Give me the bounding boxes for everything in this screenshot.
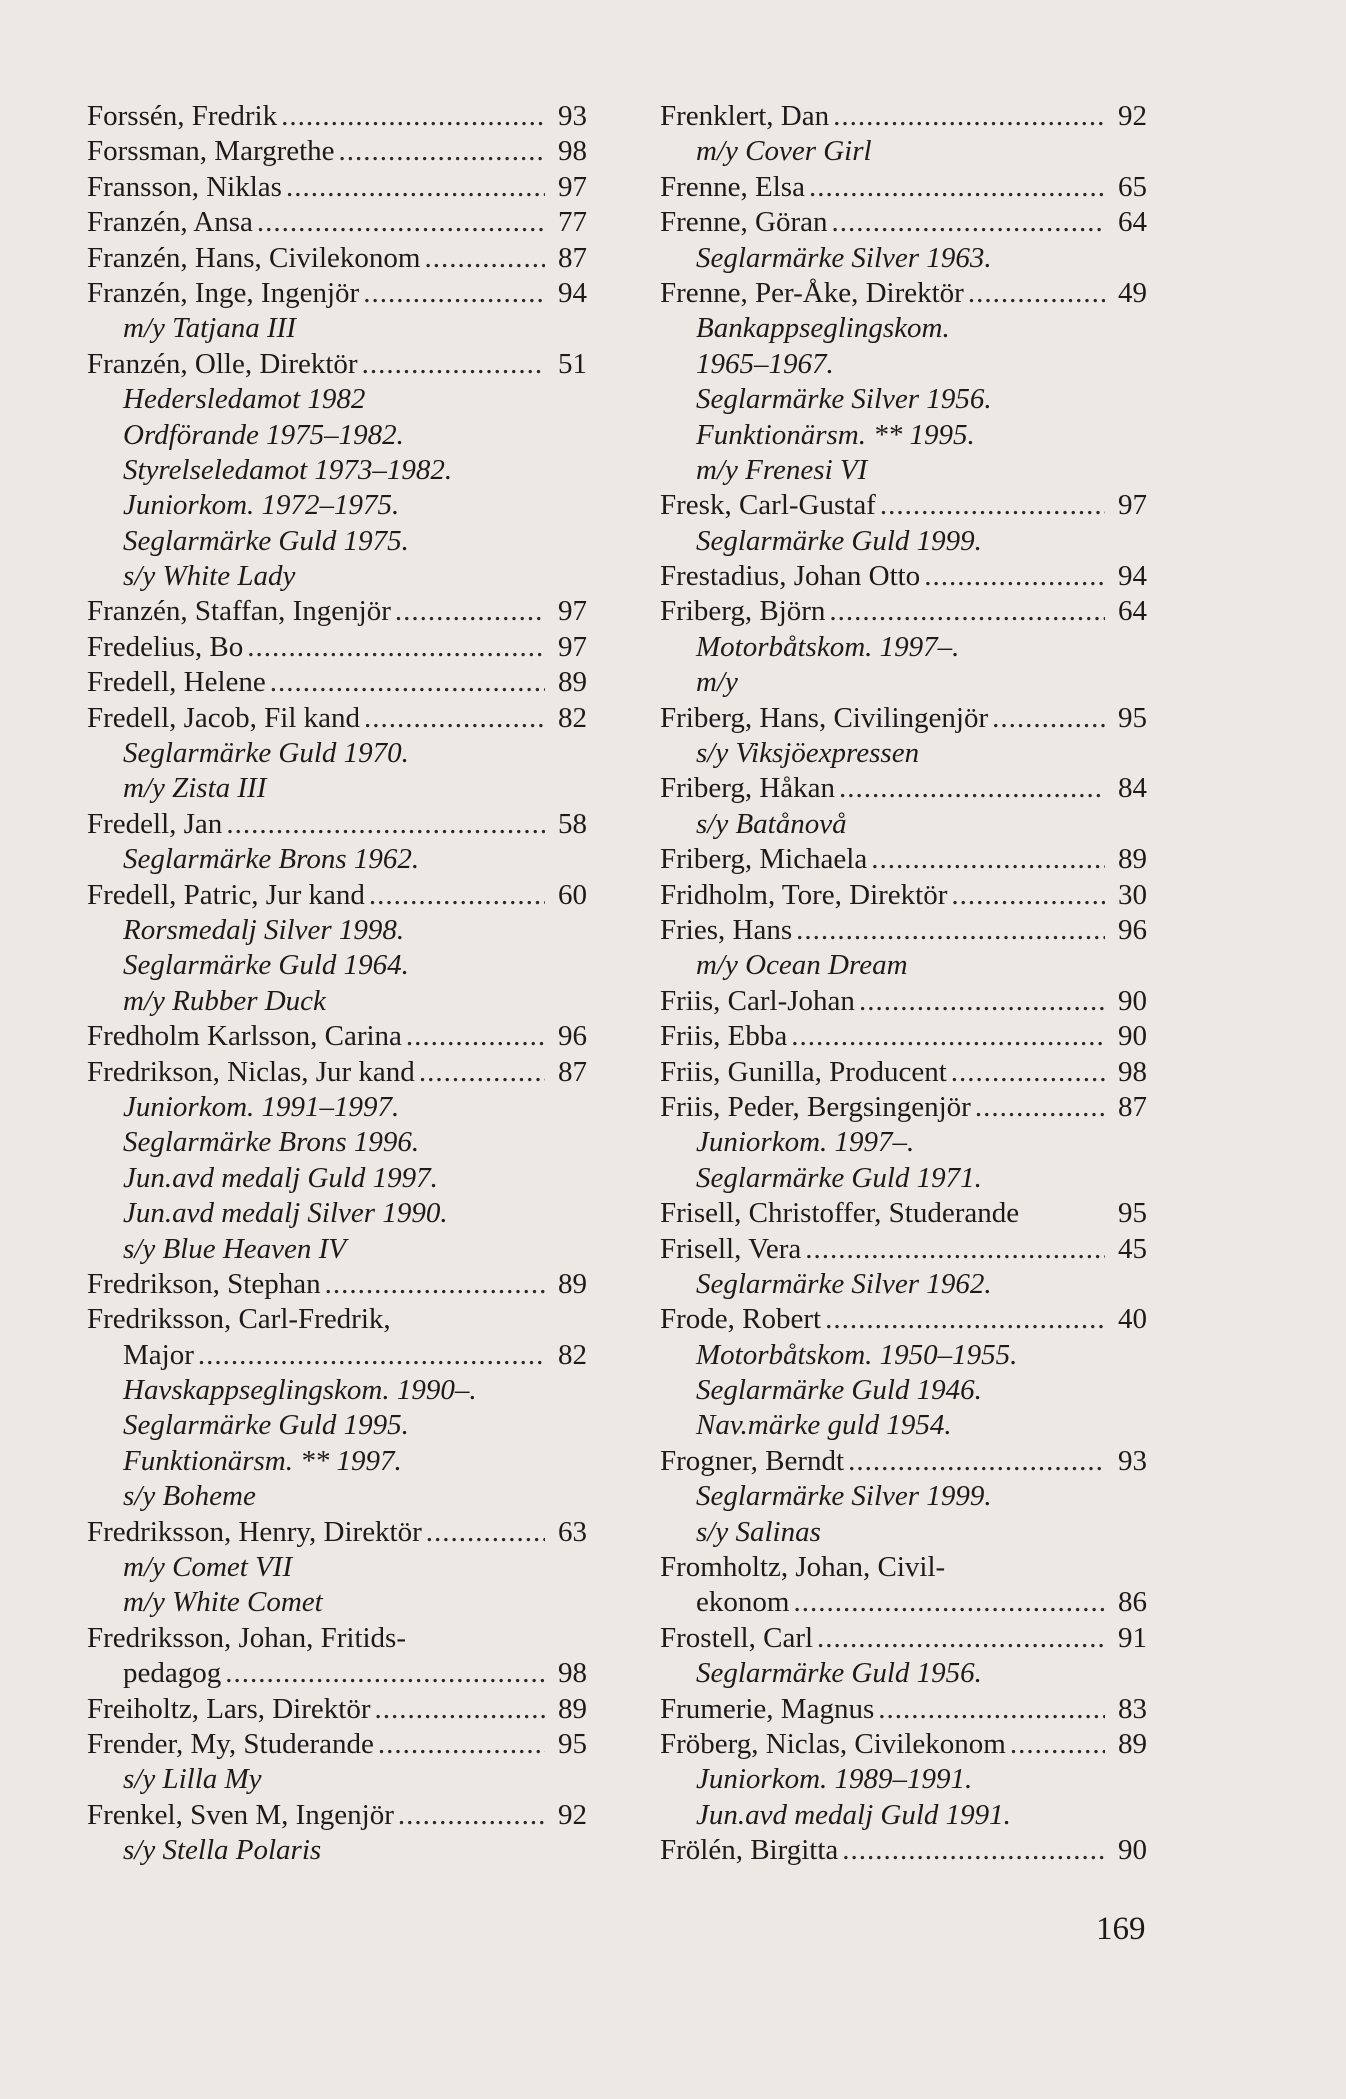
entry-page-number: 89	[558, 666, 587, 699]
index-subentry: m/y Rubber Duck	[123, 984, 326, 1017]
entry-name: Friberg, Michaela	[660, 843, 868, 876]
dot-leader	[281, 99, 545, 134]
index-entry	[87, 1798, 587, 1833]
entry-name: Major	[123, 1338, 194, 1371]
index-subentry: Seglarmärke Guld 1995.	[123, 1409, 409, 1442]
dot-leader	[796, 913, 1105, 948]
entry-name: ekonom	[696, 1586, 790, 1619]
index-subentry: Seglarmärke Guld 1946.	[696, 1374, 982, 1407]
entry-name: Frenne, Elsa	[660, 170, 805, 203]
index-entry	[660, 1727, 1147, 1762]
index-entry	[87, 1621, 587, 1656]
index-entry	[87, 134, 587, 169]
index-entry	[87, 1515, 587, 1550]
index-entry	[660, 99, 1147, 134]
entry-name: Friberg, Håkan	[660, 772, 836, 805]
dot-leader	[378, 1727, 545, 1762]
index-subentry: s/y Batånovå	[696, 807, 847, 840]
entry-name: pedagog	[123, 1657, 222, 1690]
entry-name: Fredell, Jacob, Fil kand	[87, 701, 361, 734]
entry-page-number: 98	[558, 1657, 587, 1690]
entry-name: Forssman, Margrethe	[87, 135, 335, 168]
entry-name: Friberg, Björn	[660, 595, 826, 628]
index-entry	[660, 1692, 1147, 1727]
index-entry	[660, 1090, 1147, 1125]
entry-name: Fredriksson, Henry, Direktör	[87, 1515, 422, 1548]
right-column	[660, 99, 1147, 1869]
index-entry	[660, 913, 1147, 948]
index-entry	[87, 878, 587, 913]
entry-name: Fromholtz, Johan, Civil-	[660, 1551, 946, 1584]
index-entry	[660, 276, 1147, 311]
index-entry	[660, 701, 1147, 736]
index-entry	[660, 1550, 1147, 1585]
index-subentry: m/y Frenesi VI	[696, 453, 868, 486]
index-entry	[87, 630, 587, 665]
index-entry	[87, 1692, 587, 1727]
index-entry	[660, 205, 1147, 240]
entry-name: Fresk, Carl-Gustaf	[660, 489, 876, 522]
entry-name: Frode, Robert	[660, 1303, 822, 1336]
entry-name: Franzén, Hans, Civilekonom	[87, 241, 421, 274]
entry-name: Friberg, Hans, Civilingenjör	[660, 701, 989, 734]
dot-leader	[848, 1444, 1105, 1479]
entry-name: Fredelius, Bo	[87, 630, 244, 663]
entry-name: Franzén, Olle, Direktör	[87, 347, 358, 380]
index-entry	[87, 1055, 587, 1090]
index-subentry: m/y Cover Girl	[696, 135, 872, 168]
entry-page-number: 94	[558, 276, 587, 309]
entry-page-number: 89	[1118, 1727, 1147, 1760]
index-subentry: Seglarmärke Brons 1996.	[123, 1126, 420, 1159]
entry-page-number: 77	[558, 206, 587, 239]
entry-page-number: 83	[1118, 1692, 1147, 1725]
dot-leader	[198, 1338, 545, 1373]
entry-page-number: 82	[558, 701, 587, 734]
index-entry	[660, 1621, 1147, 1656]
entry-page-number: 90	[1118, 1020, 1147, 1053]
index-subentry: Jun.avd medalj Silver 1990.	[123, 1197, 448, 1230]
entry-name: Friis, Carl-Johan	[660, 984, 855, 1017]
dot-leader	[829, 594, 1105, 629]
entry-name: Fredrikson, Stephan	[87, 1267, 321, 1300]
dot-leader	[805, 1232, 1105, 1267]
index-subentry: Seglarmärke Guld 1964.	[123, 949, 409, 982]
dot-leader	[374, 1692, 545, 1727]
dot-leader	[362, 347, 545, 382]
index-subentry: s/y Lilla My	[123, 1763, 262, 1796]
entry-name: Frogner, Berndt	[660, 1444, 845, 1477]
index-entry	[87, 701, 587, 736]
entry-name: Fredrikson, Niclas, Jur kand	[87, 1055, 415, 1088]
entry-page-number: 49	[1118, 276, 1147, 309]
dot-leader	[424, 241, 545, 276]
entry-page-number: 87	[558, 241, 587, 274]
entry-page-number: 89	[1118, 843, 1147, 876]
index-subentry: Seglarmärke Guld 1956.	[696, 1657, 982, 1690]
entry-page-number: 30	[1118, 878, 1147, 911]
entry-name: Friis, Peder, Bergsingenjör	[660, 1090, 971, 1123]
entry-page-number: 87	[1118, 1090, 1147, 1123]
entry-page-number: 95	[1118, 1197, 1147, 1230]
index-entry	[660, 984, 1147, 1019]
index-subentry: Jun.avd medalj Guld 1991.	[696, 1798, 1011, 1831]
dot-leader	[880, 488, 1105, 523]
dot-leader	[363, 276, 545, 311]
entry-page-number: 82	[558, 1338, 587, 1371]
dot-leader	[833, 99, 1105, 134]
dot-leader	[406, 1019, 545, 1054]
index-subentry: s/y White Lady	[123, 560, 296, 593]
entry-name: Fries, Hans	[660, 913, 793, 946]
dot-leader	[226, 807, 545, 842]
index-entry	[660, 594, 1147, 629]
entry-name: Fredell, Patric, Jur kand	[87, 878, 365, 911]
index-entry	[660, 1019, 1147, 1054]
entry-page-number: 92	[558, 1798, 587, 1831]
index-subentry: Jun.avd medalj Guld 1997.	[123, 1161, 438, 1194]
entry-name: Friis, Ebba	[660, 1020, 788, 1053]
dot-leader	[878, 1692, 1105, 1727]
index-subentry: m/y Tatjana III	[123, 312, 296, 345]
dot-leader	[793, 1585, 1105, 1620]
index-entry	[87, 1267, 587, 1302]
entry-name: Freiholtz, Lars, Direktör	[87, 1692, 371, 1725]
index-entry	[660, 1232, 1147, 1267]
index-entry	[87, 347, 587, 382]
index-entry	[660, 1833, 1147, 1868]
dot-leader	[364, 701, 545, 736]
index-subentry: Seglarmärke Guld 1971.	[696, 1161, 982, 1194]
index-entry	[660, 1302, 1147, 1337]
entry-page-number: 64	[1118, 595, 1147, 628]
dot-leader	[398, 1798, 545, 1833]
index-subentry: Seglarmärke Silver 1963.	[696, 241, 992, 274]
index-subentry: Havskappseglingskom. 1990–.	[123, 1374, 477, 1407]
index-subentry: Juniorkom. 1972–1975.	[123, 489, 400, 522]
dot-leader	[286, 170, 545, 205]
entry-name: Frisell, Vera	[660, 1232, 802, 1265]
dot-leader	[395, 594, 545, 629]
index-entry	[87, 1302, 587, 1337]
entry-page-number: 93	[558, 100, 587, 132]
entry-name: Frenne, Per-Åke, Direktör	[660, 276, 964, 309]
dot-leader	[419, 1055, 545, 1090]
entry-name: Fredell, Jan	[87, 807, 223, 840]
index-subentry: Seglarmärke Guld 1975.	[123, 524, 409, 557]
dot-leader	[225, 1656, 545, 1691]
dot-leader	[426, 1515, 545, 1550]
dot-leader	[951, 1055, 1105, 1090]
entry-name: Frölén, Birgitta	[660, 1834, 839, 1867]
index-entry	[87, 205, 587, 240]
index-entry-continuation	[87, 1656, 587, 1691]
entry-name: Fredholm Karlsson, Carina	[87, 1020, 402, 1053]
entry-name: Frisell, Christoffer, Studerande	[660, 1197, 1020, 1230]
index-entry	[660, 1055, 1147, 1090]
entry-name: Frender, My, Studerande	[87, 1727, 374, 1760]
entry-name: Frenne, Göran	[660, 206, 828, 239]
index-subentry: m/y Ocean Dream	[696, 949, 908, 982]
entry-page-number: 86	[1118, 1586, 1147, 1619]
entry-page-number: 90	[1118, 1834, 1147, 1867]
index-entry	[87, 170, 587, 205]
entry-name: Frostell, Carl	[660, 1621, 814, 1654]
entry-page-number: 40	[1118, 1303, 1147, 1336]
index-subentry: Seglarmärke Brons 1962.	[123, 843, 420, 876]
page-number: 169	[1096, 1911, 1146, 1947]
index-subentry: Funktionärsm. ** 1997.	[123, 1444, 402, 1477]
index-subentry: Juniorkom. 1989–1991.	[696, 1763, 973, 1796]
entry-name: Franzén, Staffan, Ingenjör	[87, 595, 391, 628]
index-entry	[660, 170, 1147, 205]
entry-page-number: 97	[558, 595, 587, 628]
index-entry	[660, 1444, 1147, 1479]
dot-leader	[270, 665, 545, 700]
dot-leader	[842, 1833, 1105, 1868]
index-subentry: s/y Viksjöexpressen	[696, 737, 920, 770]
index-entry	[87, 99, 587, 134]
entry-page-number: 93	[1118, 1444, 1147, 1477]
dot-leader	[247, 630, 545, 665]
index-entry	[660, 559, 1147, 594]
entry-name: Frenklert, Dan	[660, 100, 830, 132]
entry-page-number: 65	[1118, 170, 1147, 203]
index-entry	[87, 807, 587, 842]
index-subentry: Seglarmärke Guld 1999.	[696, 524, 982, 557]
dot-leader	[325, 1267, 545, 1302]
index-subentry: Ordförande 1975–1982.	[123, 418, 404, 451]
entry-page-number: 97	[558, 630, 587, 663]
dot-leader	[924, 559, 1105, 594]
entry-page-number: 97	[1118, 489, 1147, 522]
index-subentry: Seglarmärke Silver 1956.	[696, 383, 992, 416]
dot-leader	[832, 205, 1105, 240]
index-entry	[87, 241, 587, 276]
entry-page-number: 94	[1118, 560, 1147, 593]
entry-page-number: 91	[1118, 1621, 1147, 1654]
index-subentry: s/y Stella Polaris	[123, 1834, 322, 1867]
entry-page-number: 92	[1118, 100, 1147, 132]
index-entry	[87, 1727, 587, 1762]
entry-page-number: 96	[558, 1020, 587, 1053]
entry-page-number: 45	[1118, 1232, 1147, 1265]
index-subentry: Seglarmärke Guld 1970.	[123, 737, 409, 770]
index-subentry: Hedersledamot 1982	[123, 383, 366, 416]
index-subentry: m/y White Comet	[123, 1586, 323, 1619]
entry-name: Franzén, Inge, Ingenjör	[87, 276, 360, 309]
entry-name: Frestadius, Johan Otto	[660, 560, 921, 593]
entry-name: Frenkel, Sven M, Ingenjör	[87, 1798, 394, 1831]
dot-leader	[871, 842, 1105, 877]
index-subentry: Rorsmedalj Silver 1998.	[123, 913, 405, 946]
entry-page-number: 97	[558, 170, 587, 203]
dot-leader	[791, 1019, 1105, 1054]
entry-name: Frumerie, Magnus	[660, 1692, 875, 1725]
entry-name: Friis, Gunilla, Producent	[660, 1055, 947, 1088]
index-subentry: Styrelseledamot 1973–1982.	[123, 453, 453, 486]
dot-leader	[975, 1090, 1105, 1125]
index-entry-continuation	[87, 1338, 587, 1373]
dot-leader	[817, 1621, 1105, 1656]
index-subentry: s/y Salinas	[696, 1515, 821, 1548]
entry-name: Fredriksson, Carl-Fredrik,	[87, 1303, 391, 1336]
index-subentry: m/y Zista III	[123, 772, 267, 805]
index-subentry: Bankappseglingskom.	[696, 312, 950, 345]
entry-name: Fredell, Helene	[87, 666, 266, 699]
index-subentry: Motorbåtskom. 1950–1955.	[696, 1338, 1018, 1371]
entry-page-number: 90	[1118, 984, 1147, 1017]
index-entry	[87, 665, 587, 700]
entry-page-number: 89	[558, 1692, 587, 1725]
index-subentry: Funktionärsm. ** 1995.	[696, 418, 975, 451]
entry-page-number: 98	[558, 135, 587, 168]
index-subentry: Juniorkom. 1991–1997.	[123, 1090, 400, 1123]
dot-leader	[951, 878, 1105, 913]
index-entry	[87, 594, 587, 629]
dot-leader	[968, 276, 1105, 311]
index-entry	[660, 1196, 1147, 1231]
index-entry	[660, 488, 1147, 523]
entry-page-number: 63	[558, 1515, 587, 1548]
entry-name: Forssén, Fredrik	[87, 100, 278, 132]
index-subentry: Motorbåtskom. 1997–.	[696, 630, 960, 663]
index-subentry: Seglarmärke Silver 1962.	[696, 1267, 992, 1300]
index-subentry: Juniorkom. 1997–.	[696, 1126, 915, 1159]
entry-page-number: 98	[1118, 1055, 1147, 1088]
dot-leader	[839, 771, 1105, 806]
entry-page-number: 58	[558, 807, 587, 840]
index-entry	[87, 276, 587, 311]
entry-page-number: 84	[1118, 772, 1147, 805]
entry-page-number: 95	[1118, 701, 1147, 734]
index-subentry: s/y Boheme	[123, 1480, 256, 1513]
index-entry	[660, 878, 1147, 913]
entry-name: Fransson, Niklas	[87, 170, 282, 203]
dot-leader	[369, 878, 545, 913]
index-subentry: m/y Comet VII	[123, 1551, 293, 1584]
entry-page-number: 51	[558, 347, 587, 380]
entry-page-number: 64	[1118, 206, 1147, 239]
entry-page-number: 87	[558, 1055, 587, 1088]
dot-leader	[257, 205, 545, 240]
index-subentry: s/y Blue Heaven IV	[123, 1232, 347, 1265]
entry-name: Fredriksson, Johan, Fritids-	[87, 1621, 406, 1654]
dot-leader	[825, 1302, 1105, 1337]
index-entry	[660, 842, 1147, 877]
index-entry	[660, 771, 1147, 806]
dot-leader	[1010, 1727, 1105, 1762]
index-subentry: Seglarmärke Silver 1999.	[696, 1480, 992, 1513]
entry-name: Fridholm, Tore, Direktör	[660, 878, 948, 911]
entry-name: Fröberg, Niclas, Civilekonom	[660, 1727, 1006, 1760]
dot-leader	[339, 134, 545, 169]
dot-leader	[859, 984, 1105, 1019]
index-subentry: m/y	[696, 666, 738, 699]
index-entry	[87, 1019, 587, 1054]
dot-leader	[992, 701, 1105, 736]
index-subentry: 1965–1967.	[696, 347, 834, 380]
dot-leader	[809, 170, 1105, 205]
entry-name: Franzén, Ansa	[87, 206, 253, 239]
entry-page-number: 60	[558, 878, 587, 911]
index-subentry: Nav.märke guld 1954.	[696, 1409, 952, 1442]
index-entry-continuation	[660, 1585, 1147, 1620]
left-column	[87, 99, 587, 1869]
entry-page-number: 95	[558, 1727, 587, 1760]
entry-page-number: 89	[558, 1267, 587, 1300]
entry-page-number: 96	[1118, 913, 1147, 946]
